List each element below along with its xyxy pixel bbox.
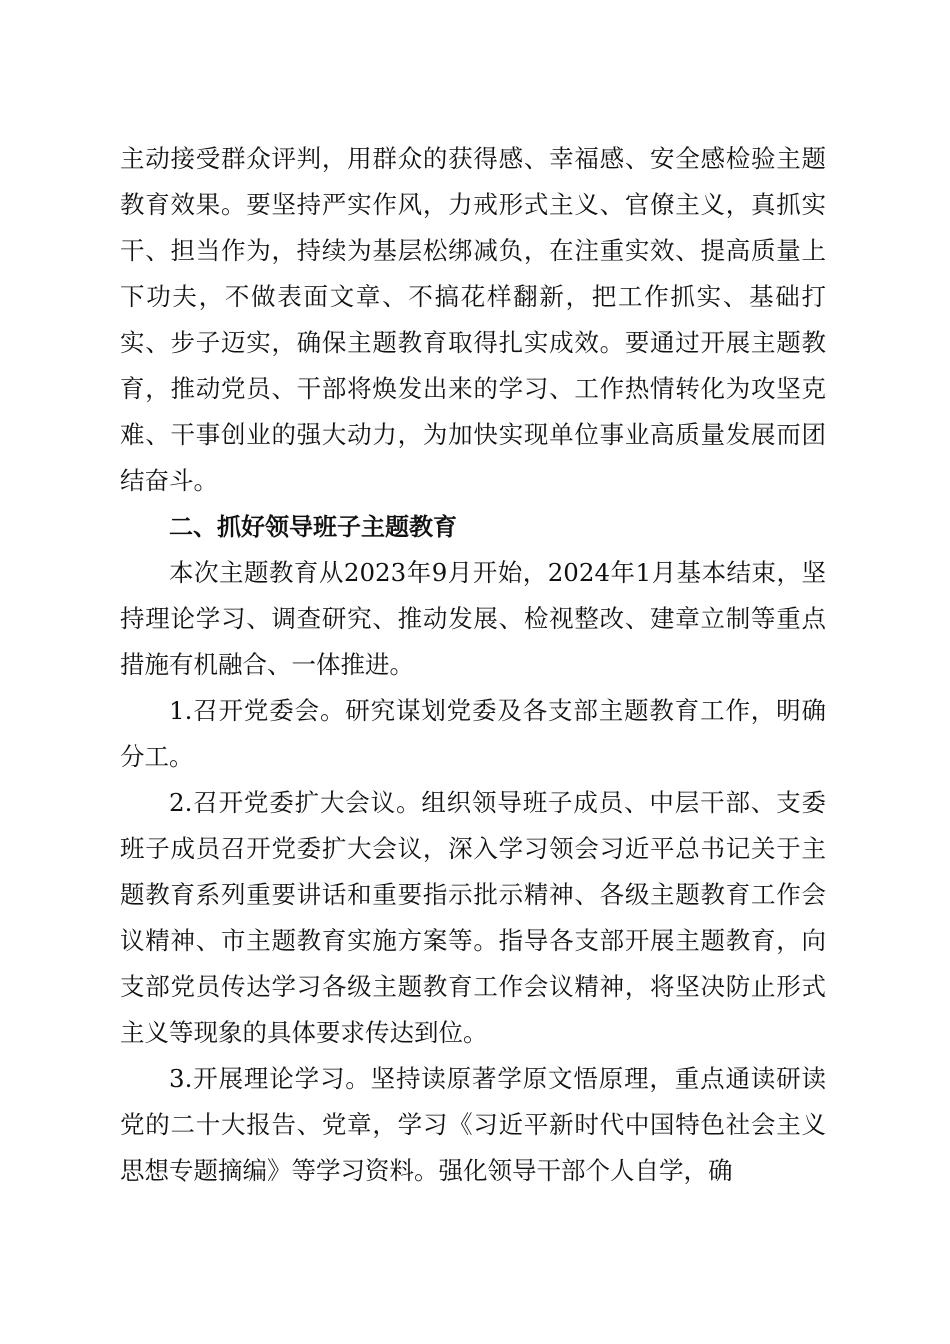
paragraph-schedule: 本次主题教育从2023年9月开始，2024年1月基本结束，坚持理论学习、调查研究、推动发展、检视整改、建章立制等重点措施有机融合、一体推进。 [120,558,826,679]
list-item-2: 2.召开党委扩大会议。组织领导班子成员、中层干部、支委班子成员召开党委扩大会议，深入学习领会习近平总书记关于主题教育系列重要讲话和重要指示批示精神、各级主题教育工作会议精神、市主题教育实施方案等。指导各支部开展主题教育，向支部党员传达学习各级主题教育工作会议精神，将坚决防止形式主义等现象的具体要求传达到位。 [120,788,826,1047]
section-heading-2: 二、抓好领导班子主题教育 [169,513,457,541]
document-body [120,136,826,1194]
paragraph-continuation: 主动接受群众评判，用群众的获得感、幸福感、安全感检验主题教育效果。要坚持严实作风，力戒形式主义、官僚主义，真抓实干、担当作为，持续为基层松绑减负，在注重实效、提高质量上下功夫，不做表面文章、不搞花样翻新，把工作抓实、基础打实、步子迈实，确保主题教育取得扎实成效。要通过开展主题教育，推动党员、干部将焕发出来的学习、工作热情转化为攻坚克难、干事创业的强大动力，为加快实现单位事业高质量发展而团结奋斗。 [120,144,826,495]
list-item-3: 3.开展理论学习。坚持读原著学原文悟原理，重点通读研读党的二十大报告、党章，学习《习近平新时代中国特色社会主义思想专题摘编》等学习资料。强化领导干部个人自学，确 [120,1064,826,1185]
list-item-1: 1.召开党委会。研究谋划党委及各支部主题教育工作，明确分工。 [120,696,826,771]
